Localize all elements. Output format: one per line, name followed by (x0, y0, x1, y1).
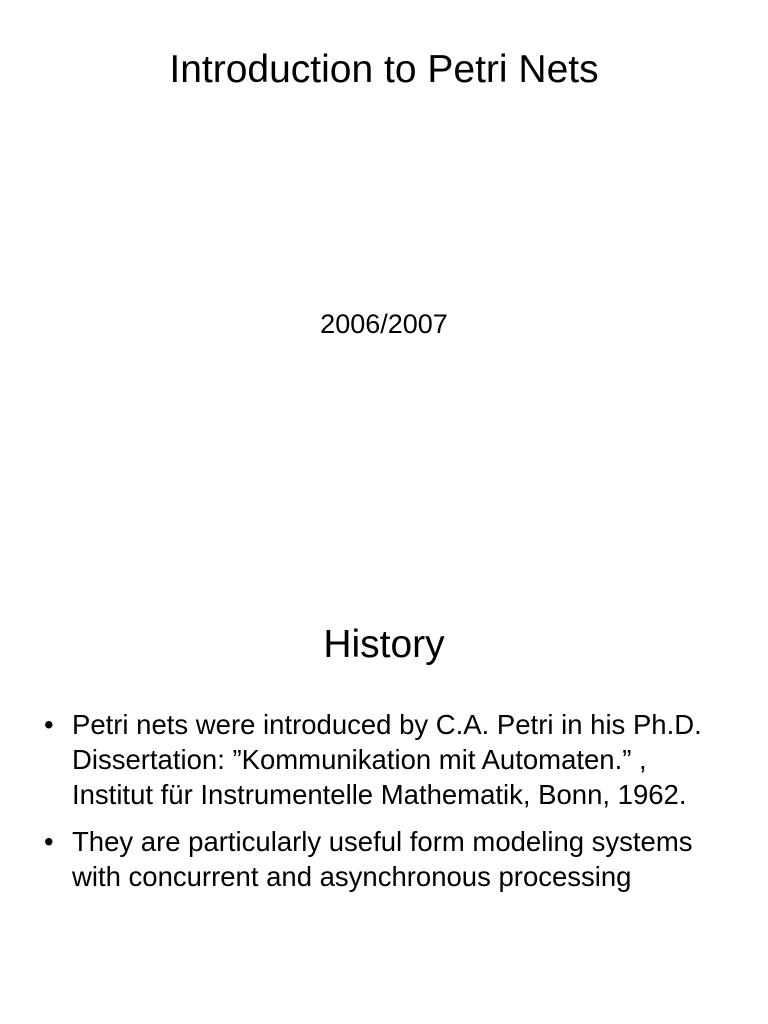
bullet-item (44, 707, 734, 812)
slide-subtitle-year: 2006/2007 (320, 309, 448, 339)
bullet-icon: • (44, 709, 54, 740)
slide-title: Introduction to Petri Nets (169, 48, 599, 91)
slide-title: History (323, 623, 445, 666)
bullet-list (44, 707, 734, 906)
bullet-item (44, 824, 734, 894)
bullet-icon: • (44, 826, 54, 857)
bullet-text: Petri nets were introduced by C.A. Petri in his Ph.D. Dissertation: ”Kommunikation mit Automaten.” , Institut für Instrumentelle Mathematik, Bonn, 1962. (72, 709, 702, 810)
bullet-text: They are particularly useful form modeling systems with concurrent and asynchronous processing (72, 826, 693, 892)
slide-history (0, 512, 768, 1024)
